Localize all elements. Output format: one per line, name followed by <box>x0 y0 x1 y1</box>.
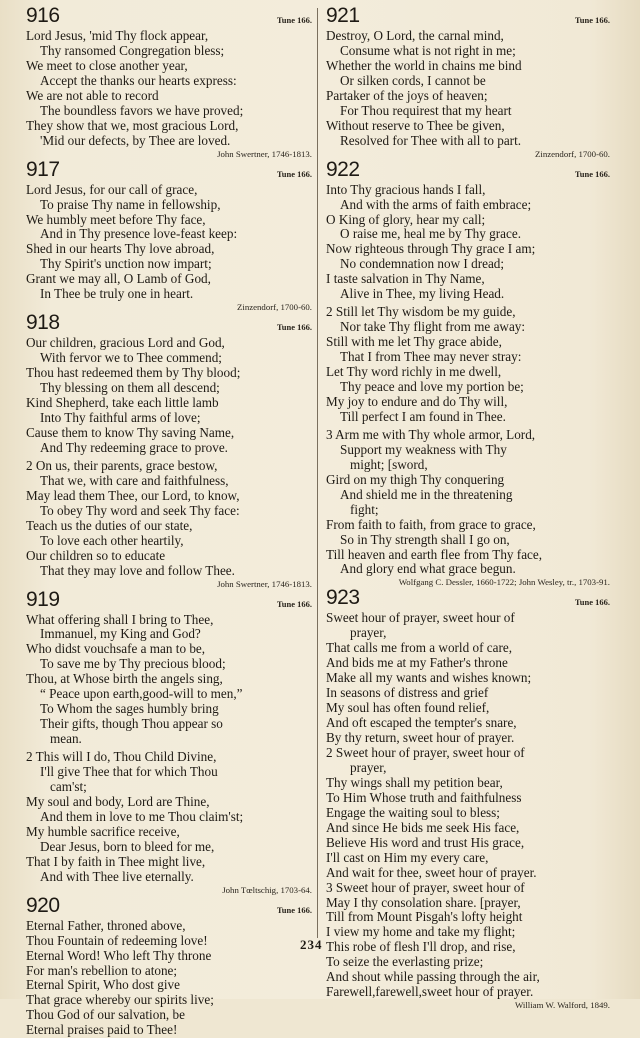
hymn-header <box>26 893 312 919</box>
hymn-line: 'Mid our defects, by Thee are loved. <box>40 133 231 148</box>
tune-reference: Tune 166. <box>276 168 312 179</box>
hymn-line: Farewell,farewell,sweet hour of prayer. <box>326 985 534 1000</box>
hymn-line: Resolved for Thee with all to part. <box>340 133 522 148</box>
hymn-attribution: Wolfgang C. Dessler, 1660-1722; John Wesley, tr., 1703-91. <box>398 577 610 588</box>
hymn-attribution: John Tœltschig, 1703-64. <box>222 884 312 895</box>
hymn-header <box>326 157 610 183</box>
hymn-line: And since He bids me seek His face, <box>326 820 520 835</box>
tune-reference: Tune 166. <box>574 597 610 608</box>
hymn-line: Believe His word and trust His grace, <box>326 835 525 850</box>
hymn-number: 917 <box>26 157 60 181</box>
hymn-line: My humble sacrifice receive, <box>26 824 180 839</box>
hymn-line: That I by faith in Thee might live, <box>26 854 206 869</box>
hymn-line: Shed in our hearts Thy love abroad, <box>26 242 215 257</box>
hymn-line: For man's rebellion to atone; <box>26 963 178 978</box>
hymn-line: Their gifts, though Thou appear so <box>40 717 223 732</box>
hymn-line: That calls me from a world of care, <box>326 641 513 656</box>
hymn-line: In seasons of distress and grief <box>326 686 489 701</box>
hymn-line: Engage the waiting soul to bless; <box>326 805 500 820</box>
hymn-line: Thy ransomed Congregation bless; <box>40 43 225 58</box>
hymn-line: Alive in Thee, my living Head. <box>340 287 505 302</box>
hymn-line: And wait for thee, sweet hour of prayer. <box>326 865 537 880</box>
hymn-number: 919 <box>26 587 60 611</box>
hymn-attribution: John Swertner, 1746-1813. <box>217 148 312 159</box>
hymn-line: Our children so to educate <box>26 548 166 563</box>
hymn-line: Now righteous through Thy grace I am; <box>326 242 536 257</box>
page-number: 234 <box>300 937 323 952</box>
hymn-line: Thou Fountain of redeeming love! <box>26 933 208 948</box>
tune-reference: Tune 166. <box>276 322 312 333</box>
hymn-line: Grant we may all, O Lamb of God, <box>26 272 211 287</box>
hymn-line: Thou hast redeemed them by Thy blood; <box>26 366 241 381</box>
hymn-header <box>326 6 610 29</box>
hymn-line: Partaker of the joys of heaven; <box>326 88 488 103</box>
hymn-line: To obey Thy word and seek Thy face: <box>40 503 240 518</box>
hymn-line: Thou God of our salvation, be <box>26 1008 185 1023</box>
tune-reference: Tune 166. <box>574 168 610 179</box>
hymn-line: “ Peace upon earth,good-will to men,” <box>40 687 243 702</box>
hymn-line: What offering shall I bring to Thee, <box>26 612 214 627</box>
hymn-line: To Whom the sages humbly bring <box>40 702 219 717</box>
hymn-line: Eternal Father, throned above, <box>26 918 186 933</box>
hymn-line: To seize the everlasting prize; <box>326 955 484 970</box>
tune-reference: Tune 166. <box>276 904 312 915</box>
left-column <box>26 6 312 1038</box>
hymn-line: Into Thy gracious hands I fall, <box>326 182 486 197</box>
hymn-line: And shout while passing through the air, <box>326 970 540 985</box>
hymn-line: Cause them to know Thy saving Name, <box>26 425 235 440</box>
hymn-917 <box>26 157 312 314</box>
hymn-line: And them in love to me Thou claim'st; <box>40 809 244 824</box>
hymn-line: might; [sword, <box>350 457 428 472</box>
hymn-line: Lord Jesus, 'mid Thy flock appear, <box>26 29 209 43</box>
hymn-header <box>26 6 312 29</box>
tune-reference: Tune 166. <box>574 15 610 25</box>
hymn-number: 923 <box>326 586 360 610</box>
hymn-line: Teach us the duties of our state, <box>26 518 193 533</box>
hymn-line: Our children, gracious Lord and God, <box>26 336 225 351</box>
hymn-line: That they may love and follow Thee. <box>40 563 235 578</box>
hymn-line: Gird on my thigh Thy conquering <box>326 472 505 487</box>
hymn-line: That we, with care and faithfulness, <box>40 473 229 488</box>
hymn-line: To love each other heartily, <box>40 533 184 548</box>
hymn-line: Thy wings shall my petition bear, <box>326 775 503 790</box>
hymn-line: That I from Thee may never stray: <box>340 350 522 365</box>
hymn-line: Into Thy faithful arms of love; <box>40 411 201 426</box>
hymn-attribution: John Swertner, 1746-1813. <box>217 578 312 589</box>
hymn-line: Whether the world in chains me bind <box>326 58 522 73</box>
hymn-line: Destroy, O Lord, the carnal mind, <box>326 29 504 43</box>
hymn-920 <box>26 893 312 1038</box>
hymn-line: My soul and body, Lord are Thine, <box>26 794 210 809</box>
hymn-line: And with the arms of faith embrace; <box>340 197 532 212</box>
hymn-number: 920 <box>26 893 60 917</box>
hymn-line: Dear Jesus, born to bleed for me, <box>40 839 215 854</box>
hymn-line: And glory end what grace begun. <box>340 562 516 577</box>
hymn-line: Accept the thanks our hearts express: <box>40 73 237 88</box>
hymn-line: Till perfect I am found in Thee. <box>340 409 506 424</box>
hymn-line: For Thou requirest that my heart <box>340 103 512 118</box>
hymn-header <box>26 157 312 183</box>
hymn-header <box>26 587 312 613</box>
hymn-line: May lead them Thee, our Lord, to know, <box>26 488 240 503</box>
hymn-line: We humbly meet before Thy face, <box>26 212 206 227</box>
tune-reference: Tune 166. <box>276 598 312 609</box>
hymn-line: Sweet hour of prayer, sweet hour of <box>326 611 515 626</box>
hymn-line: We meet to close another year, <box>26 58 188 73</box>
hymn-line: Thy peace and love my portion be; <box>340 380 524 395</box>
hymn-line: We are not able to record <box>26 88 159 103</box>
hymn-916 <box>26 6 312 160</box>
hymn-line: From faith to faith, from grace to grace, <box>326 517 536 532</box>
hymn-header <box>326 588 610 611</box>
hymn-line: Without reserve to Thee be given, <box>326 118 505 133</box>
hymn-line: I view my home and take my flight; <box>326 925 516 940</box>
hymn-line: O King of glory, hear my call; <box>326 212 486 227</box>
hymn-line: In Thee be truly one in heart. <box>40 287 194 302</box>
hymn-line: That grace whereby our spirits live; <box>26 993 214 1008</box>
hymn-line: And shield me in the threatening <box>340 487 513 502</box>
hymn-922 <box>326 157 610 589</box>
hymn-line: Support my weakness with Thy <box>340 442 507 457</box>
hymn-line: fight; <box>350 502 379 517</box>
hymn-number: 916 <box>26 4 60 27</box>
hymn-line: Make all my wants and wishes known; <box>326 671 532 686</box>
hymn-line: Who didst vouchsafe a man to be, <box>26 642 206 657</box>
hymn-attribution: Zinzendorf, 1700-60. <box>237 302 312 313</box>
column-divider <box>317 8 318 938</box>
hymn-number: 918 <box>26 311 60 335</box>
hymn-header <box>26 313 312 336</box>
hymn-attribution: Zinzendorf, 1700-60. <box>535 148 610 159</box>
hymn-line: No condemnation now I dread; <box>340 257 505 272</box>
hymn-line: And with Thee live eternally. <box>40 869 194 884</box>
hymn-line: My soul has often found relief, <box>326 701 490 716</box>
hymn-line: May I thy consolation share. [prayer, <box>326 895 521 910</box>
hymn-line: And oft escaped the tempter's snare, <box>326 716 517 731</box>
hymn-line: They show that we, most gracious Lord, <box>26 118 239 133</box>
hymn-line: 2 This will I do, Thou Child Divine, <box>26 750 217 765</box>
hymn-line: With fervor we to Thee commend; <box>40 351 222 366</box>
hymn-number: 921 <box>326 4 360 27</box>
hymn-line: To save me by Thy precious blood; <box>40 657 226 672</box>
hymn-attribution: William W. Walford, 1849. <box>514 1000 610 1011</box>
hymn-line: So in Thy strength shall I go on, <box>340 532 510 547</box>
hymn-line: My joy to endure and do Thy will, <box>326 394 508 409</box>
hymn-line: I'll cast on Him my every care, <box>326 850 489 865</box>
tune-reference: Tune 166. <box>276 15 312 25</box>
hymn-line: Let Thy word richly in me dwell, <box>326 365 502 380</box>
hymn-line: 3 Sweet hour of prayer, sweet hour of <box>326 880 525 895</box>
hymn-line: Eternal praises paid to Thee! <box>26 1023 178 1038</box>
hymn-line: Thou, at Whose birth the angels sing, <box>26 672 223 687</box>
hymn-923 <box>326 588 610 1011</box>
right-column <box>326 6 610 1011</box>
hymn-line: Still with me let Thy grace abide, <box>326 335 502 350</box>
hymn-line: Eternal Word! Who left Thy throne <box>26 948 212 963</box>
hymn-line: Eternal Spirit, Who dost give <box>26 978 180 993</box>
hymn-line: mean. <box>50 732 82 747</box>
hymn-line: Lord Jesus, for our call of grace, <box>26 182 198 197</box>
hymn-line: prayer, <box>350 626 387 641</box>
hymn-line: Kind Shepherd, take each little lamb <box>26 396 219 411</box>
hymn-line: Immanuel, my King and God? <box>40 627 201 642</box>
hymn-line: Thy Spirit's unction now impart; <box>40 257 212 272</box>
hymn-line: 2 Still let Thy wisdom be my guide, <box>326 305 516 320</box>
hymn-line: Till from Mount Pisgah's lofty height <box>326 910 523 925</box>
hymn-line: And bids me at my Father's throne <box>326 656 508 671</box>
hymn-921 <box>326 6 610 160</box>
hymn-line: By thy return, sweet hour of prayer. <box>326 731 515 746</box>
hymn-line: cam'st; <box>50 779 87 794</box>
hymn-line: Consume what is not right in me; <box>340 43 516 58</box>
hymn-line: And in Thy presence love-feast keep: <box>40 227 238 242</box>
hymn-line: 3 Arm me with Thy whole armor, Lord, <box>326 427 536 442</box>
hymn-line: The boundless favors we have proved; <box>40 103 244 118</box>
hymn-line: 2 Sweet hour of prayer, sweet hour of <box>326 745 525 760</box>
hymn-line: 2 On us, their parents, grace bestow, <box>26 458 218 473</box>
hymn-line: I'll give Thee that for which Thou <box>40 765 218 780</box>
hymn-line: Nor take Thy flight from me away: <box>340 320 526 335</box>
hymn-line: To praise Thy name in fellowship, <box>40 197 221 212</box>
hymn-line: To Him Whose truth and faithfulness <box>326 790 522 805</box>
hymn-918 <box>26 313 312 589</box>
hymn-919 <box>26 587 312 896</box>
hymn-line: Thy blessing on them all descend; <box>40 381 220 396</box>
hymn-line: I taste salvation in Thy Name, <box>326 272 485 287</box>
hymn-line: Till heaven and earth flee from Thy face, <box>326 547 543 562</box>
hymn-line: This robe of flesh I'll drop, and rise, <box>326 940 516 955</box>
hymn-number: 922 <box>326 157 360 181</box>
hymn-line: Or silken cords, I cannot be <box>340 73 486 88</box>
hymn-line: prayer, <box>350 760 387 775</box>
hymn-line: And Thy redeeming grace to prove. <box>40 440 228 455</box>
hymn-line: O raise me, heal me by Thy grace. <box>340 227 522 242</box>
